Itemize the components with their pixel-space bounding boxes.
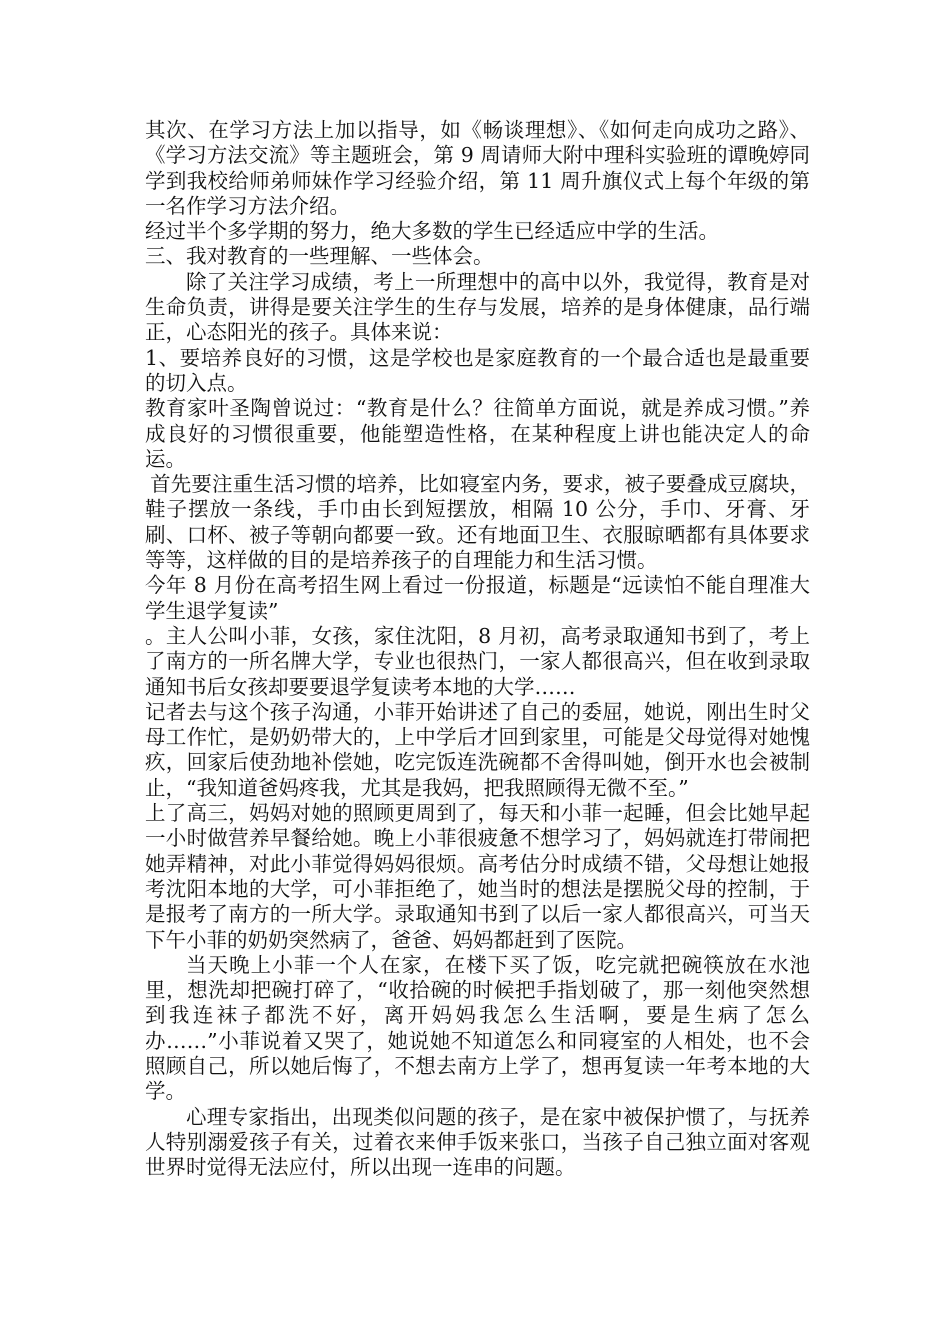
paragraph-expert-opinion: 心理专家指出，出现类似问题的孩子，是在家中被保护惯了，与抚养人特别溺爱孩子有关，过着衣来伸手饭来张口，当孩子自己独立面对客观世界时觉得无法应付，所以出现一连串的问题。 — [145, 1104, 810, 1180]
section-heading-education: 三、我对教育的一些理解、一些体会。 — [145, 244, 494, 269]
paragraph-point-habits: 1、要培养良好的习惯，这是学校也是家庭教育的一个最合适也是最重要的切入点。 — [145, 345, 810, 395]
paragraph-senior-year: 上了高三，妈妈对她的照顾更周到了，每天和小菲一起睡，但会比她早起一小时做营养早餐给她。晚上小菲很疲惫不想学习了，妈妈就连打带闹把她弄精神，对此小菲觉得妈妈很烦。高考估分时成绩不错，父母想让她报考沈阳本地的大学，可小菲拒绝了，她当时的想法是摆脱父母的控制，于是报考了南方的一所大学。录取通知书到了以后一家人都很高兴，可当天下午小菲的奶奶突然病了，爸爸、妈妈都赶到了医院。 — [145, 801, 810, 952]
paragraph-interview: 记者去与这个孩子沟通，小菲开始讲述了自己的委屈，她说，刚出生时父母工作忙，是奶奶带大的，上中学后才回到家里，可能是父母觉得对她愧疚，回家后使劲地补偿她，吃完饭连洗碗都不舍得叫她，倒开水也会被制止，“我知道爸妈疼我，尤其是我妈，把我照顾得无微不至。” — [145, 699, 810, 800]
paragraph-quote-ye-shengtao: 教育家叶圣陶曾说过：“教育是什么？往简单方面说，就是养成习惯。”养成良好的习惯很重要，他能塑造性格，在某种程度上讲也能决定人的命运。 — [145, 396, 810, 471]
paragraph-study-methods: 其次、在学习方法上加以指导，如《畅谈理想》、《如何走向成功之路》、《学习方法交流》等主题班会，第 9 周请师大附中理科实验班的谭晚婷同学到我校给师弟师妹作学习经验介绍，第 11 周升旗仪式上每个年级的第一名作学习方法介绍。 — [145, 118, 810, 218]
paragraph-story-intro: 。主人公叫小菲，女孩，家住沈阳，8 月初，高考录取通知书到了，考上了南方的一所名牌大学，专业也很热门，一家人都很高兴，但在收到录取通知书后女孩却要要退学复读考本地的大学…… — [145, 623, 810, 699]
paragraph-education-view: 除了关注学习成绩，考上一所理想中的高中以外，我觉得，教育是对生命负责，讲得是要关注学生的生存与发展，培养的是身体健康，品行端正，心态阳光的孩子。具体来说： — [145, 269, 810, 345]
document-page — [145, 118, 810, 1180]
paragraph-adaptation: 经过半个多学期的努力，绝大多数的学生已经适应中学的生活。 — [145, 219, 719, 244]
paragraph-living-habits: 首先要注重生活习惯的培养，比如寝室内务，要求，被子要叠成豆腐块，鞋子摆放一条线，手巾由长到短摆放，相隔 10 公分，手巾、牙膏、牙刷、口杯、被子等朝向都要一致。还有地面卫生、衣服晾晒都有具体要求等等，这样做的目的是培养孩子的自理能力和生活习惯。 — [145, 472, 810, 573]
paragraph-news-report: 今年 8 月份在高考招生网上看过一份报道，标题是“远读怕不能自理准大学生退学复读” — [145, 573, 810, 623]
paragraph-night-alone: 当天晚上小菲一个人在家，在楼下买了饭，吃完就把碗筷放在水池里，想洗却把碗打碎了，“收拾碗的时候把手指划破了，那一刻他突然想到我连袜子都洗不好，离开妈妈我怎么生活啊，要是生病了怎么办……”小菲说着又哭了，她说她不知道怎么和同寝室的人相处，也不会照顾自己，所以她后悔了，不想去南方上学了，想再复读一年考本地的大学。 — [145, 952, 810, 1104]
